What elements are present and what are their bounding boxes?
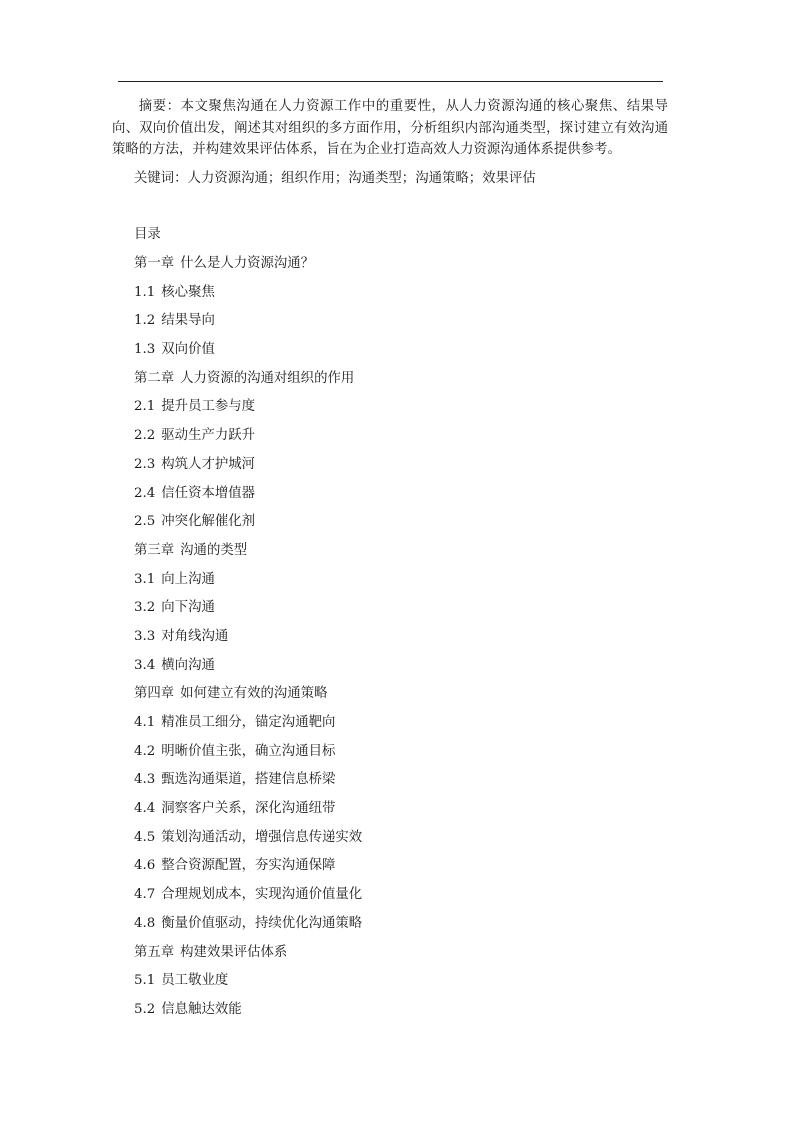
toc-entry-title: 构建效果评估体系 <box>180 944 288 960</box>
toc-entry-number: 2.1 <box>134 399 156 415</box>
toc-entry-number: 4.7 <box>134 887 156 903</box>
toc-entry-number: 5.2 <box>134 1001 156 1017</box>
toc-entry[interactable] <box>134 398 362 427</box>
toc-entry[interactable] <box>134 857 362 886</box>
toc-entry-number: 2.2 <box>134 428 156 444</box>
toc-entry-number: 4.4 <box>134 801 156 817</box>
toc-entry-title: 整合资源配置，夯实沟通保障 <box>161 858 336 874</box>
abstract <box>112 96 668 161</box>
toc-entry-title: 沟通的类型 <box>180 542 248 558</box>
toc-entry-title: 合理规划成本，实现沟通价值量化 <box>161 887 363 903</box>
toc-entry[interactable] <box>134 628 362 657</box>
toc-entry-number: 第三章 <box>134 542 175 558</box>
toc-entry-title: 向下沟通 <box>161 600 215 616</box>
toc-entry[interactable] <box>134 685 362 714</box>
toc-entry-title: 洞察客户关系，深化沟通纽带 <box>161 801 336 817</box>
toc-title: 目录 <box>134 227 161 242</box>
toc-entry-title: 如何建立有效的沟通策略 <box>180 686 328 702</box>
toc-entry-title: 结果导向 <box>161 313 215 329</box>
toc-entry[interactable] <box>134 1001 362 1030</box>
toc-entry[interactable] <box>134 370 362 399</box>
toc-entry-number: 第四章 <box>134 686 175 702</box>
toc-entry-title: 冲突化解催化剂 <box>161 514 256 530</box>
toc-entry[interactable] <box>134 886 362 915</box>
toc-entry-title: 衡量价值驱动，持续优化沟通策略 <box>161 915 363 931</box>
toc-entry[interactable] <box>134 542 362 571</box>
toc-entry-number: 2.5 <box>134 514 156 530</box>
toc-entry-number: 3.4 <box>134 657 156 673</box>
toc-entry-title: 策划沟通活动，增强信息传递实效 <box>161 829 363 845</box>
toc-entry-number: 2.3 <box>134 456 156 472</box>
toc-entry[interactable] <box>134 255 362 284</box>
toc-entry-title: 明晰价值主张，确立沟通目标 <box>161 743 336 759</box>
toc-entry-title: 驱动生产力跃升 <box>161 428 256 444</box>
toc-entry[interactable] <box>134 341 362 370</box>
toc-entry[interactable] <box>134 513 362 542</box>
toc-entry[interactable] <box>134 743 362 772</box>
toc-entry-title: 甄选沟通渠道，搭建信息桥梁 <box>161 772 336 788</box>
toc-entry[interactable] <box>134 829 362 858</box>
toc-entry-number: 1.3 <box>134 342 156 358</box>
toc-entry-number: 4.2 <box>134 743 156 759</box>
toc-entry[interactable] <box>134 485 362 514</box>
toc-entry[interactable] <box>134 571 362 600</box>
toc-entry-number: 1.1 <box>134 284 156 300</box>
toc-entry-title: 信息触达效能 <box>161 1001 242 1017</box>
toc-entry-number: 3.1 <box>134 571 156 587</box>
header-rule <box>118 81 663 82</box>
toc-entry[interactable] <box>134 456 362 485</box>
toc-entry-title: 向上沟通 <box>161 571 215 587</box>
toc-entry-number: 第二章 <box>134 370 175 386</box>
toc-entry-title: 什么是人力资源沟通？ <box>180 256 315 271</box>
toc-entry-number: 4.3 <box>134 772 156 788</box>
toc-entry-number: 第五章 <box>134 944 175 960</box>
toc-entry-number: 4.6 <box>134 858 156 874</box>
toc-entry-title: 人力资源的沟通对组织的作用 <box>180 370 355 386</box>
toc-entry-number: 4.5 <box>134 829 156 845</box>
toc-entry-title: 提升员工参与度 <box>161 399 256 415</box>
keywords: 关键词：人力资源沟通；组织作用；沟通类型；沟通策略；效果评估 <box>134 171 536 186</box>
toc-entry-number: 4.8 <box>134 915 156 931</box>
toc-entry-title: 对角线沟通 <box>161 628 229 644</box>
toc-entry[interactable] <box>134 972 362 1001</box>
toc-entry[interactable] <box>134 657 362 686</box>
toc-entry-number: 第一章 <box>134 256 175 271</box>
toc-entry[interactable] <box>134 915 362 944</box>
toc-entry[interactable] <box>134 599 362 628</box>
toc-entry[interactable] <box>134 284 362 313</box>
toc-entry-number: 2.4 <box>134 485 156 501</box>
toc-entry-title: 双向价值 <box>161 342 215 358</box>
toc-entry-title: 精准员工细分，锚定沟通靶向 <box>161 715 336 730</box>
toc-entry[interactable] <box>134 771 362 800</box>
toc-entry-title: 核心聚焦 <box>161 284 215 300</box>
toc-entry[interactable] <box>134 800 362 829</box>
toc-entry-number: 3.2 <box>134 600 156 616</box>
toc-entry-number: 3.3 <box>134 628 156 644</box>
toc-entry[interactable] <box>134 714 362 743</box>
abstract-text: 摘要：本文聚焦沟通在人力资源工作中的重要性，从人力资源沟通的核心聚焦、结果导向、双向价值出发，阐述其对组织的多方面作用，分析组织内部沟通类型，探讨建立有效沟通策略的方法，并构建效果评估体系，旨在为企业打造高效人力资源沟通体系提供参考。 <box>112 99 668 157</box>
toc-entry[interactable] <box>134 312 362 341</box>
toc-entry-title: 信任资本增值器 <box>161 485 256 501</box>
toc-entry-number: 5.1 <box>134 973 156 989</box>
toc-entry-number: 1.2 <box>134 313 156 329</box>
toc-entry-title: 构筑人才护城河 <box>161 456 256 472</box>
toc-entry[interactable] <box>134 427 362 456</box>
toc-entry-title: 横向沟通 <box>161 657 215 673</box>
toc-entry-title: 员工敬业度 <box>161 973 229 989</box>
toc-entry[interactable] <box>134 944 362 973</box>
toc-entry-number: 4.1 <box>134 715 156 730</box>
table-of-contents <box>134 255 362 1030</box>
